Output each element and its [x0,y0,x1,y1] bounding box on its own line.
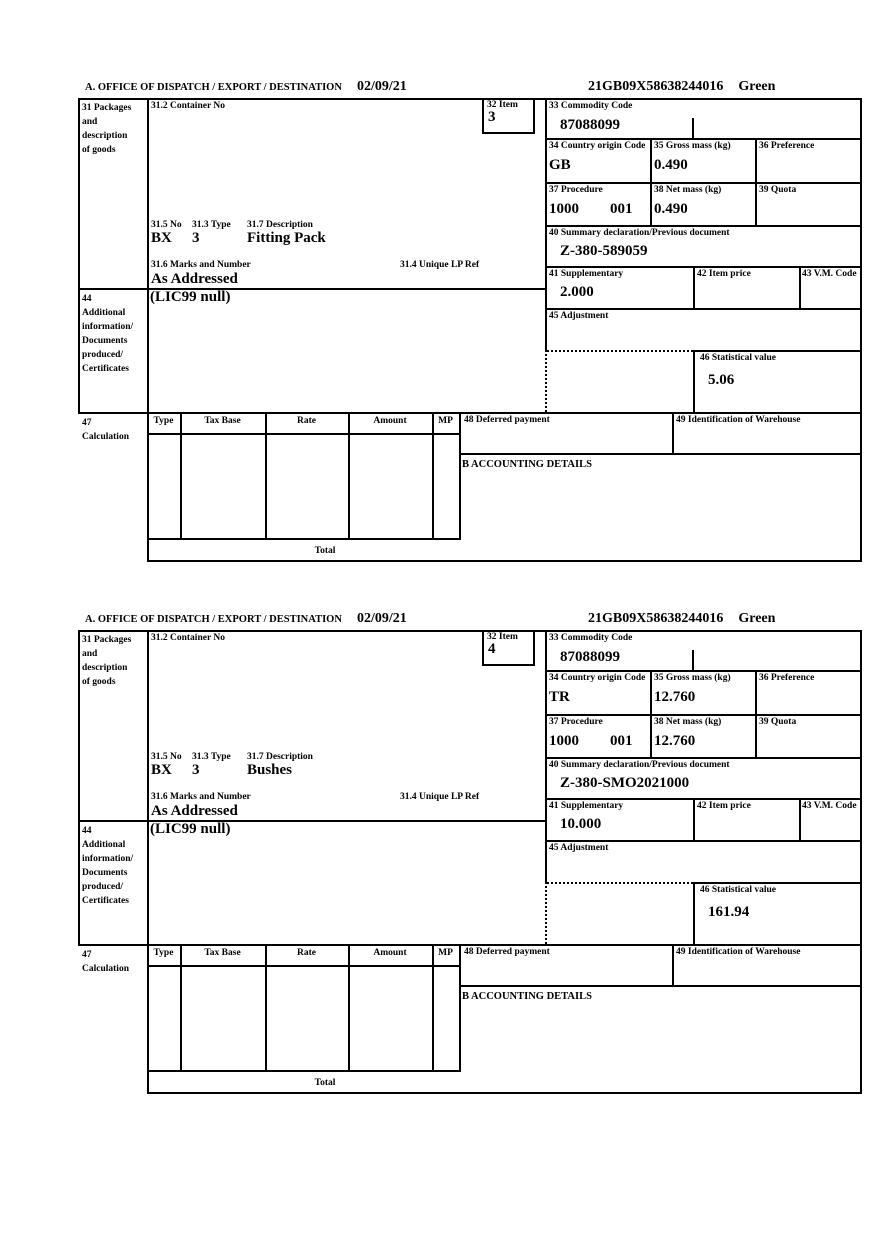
commodity-code-value: 87088099 [560,649,620,665]
routing-indicator: Green [738,79,776,94]
summary-declaration-label: 40 Summary declaration/Previous document [549,228,730,238]
statistical-value-label: 46 Statistical value [700,885,776,895]
country-origin-value: TR [549,689,570,705]
table-column-line [432,944,434,1070]
declaration-date: 02/09/21 [357,611,407,626]
divider-line [545,630,547,882]
divider-line [545,757,860,759]
divider-line [545,798,860,800]
vm-code-label: 43 V.M. Code [802,269,857,279]
form-left-border [78,630,80,944]
divider-line [147,98,149,560]
divider-line [693,882,860,884]
divider-line [545,670,860,672]
marks-numbers-label: 31.6 Marks and Number [151,260,251,270]
package-type-label: 31.3 Type [192,220,231,230]
table-column-line [459,412,461,538]
package-type-value: 3 [192,230,200,246]
item-box-left [482,98,484,132]
dotted-divider [547,350,693,352]
calc-col-type: Type [153,948,174,958]
supplementary-value: 10.000 [560,816,602,832]
item-number-label: 32 Item [487,100,518,110]
item-box-right [533,630,535,664]
form-top-border [78,630,860,632]
divider-line [545,840,860,842]
dotted-divider [547,882,693,884]
unique-lp-ref-label: 31.4 Unique LP Ref [400,792,480,802]
goods-description-value: Fitting Pack [247,230,326,246]
item-box-bottom [482,132,535,134]
divider-line [799,266,801,308]
procedure-value-2: 001 [610,733,633,749]
marks-numbers-value: As Addressed [151,271,238,287]
statistical-value-label: 46 Statistical value [700,353,776,363]
mrn-number: 21GB09X58638244016 [588,79,724,94]
divider-line [78,944,860,946]
item-number-value: 4 [488,641,496,657]
container-no-label: 31.2 Container No [151,633,225,643]
supplementary-label: 41 Supplementary [549,801,624,811]
divider-line [672,944,674,985]
package-type-value: 3 [192,762,200,778]
commodity-code-value: 87088099 [560,117,620,133]
calc-col-amount: Amount [373,416,407,426]
calc-total-label: Total [314,546,336,556]
additional-information-label: 44 Additional information/ Documents produced/ Certificates [82,294,134,374]
unique-lp-ref-label: 31.4 Unique LP Ref [400,260,480,270]
divider-line [693,798,695,840]
divider-line [693,266,695,308]
warehouse-id-label: 49 Identification of Warehouse [676,415,801,425]
accounting-details-label: B ACCOUNTING DETAILS [462,459,592,470]
office-of-dispatch-header: A. OFFICE OF DISPATCH / EXPORT / DESTINATION [85,614,342,625]
table-column-line [180,412,182,538]
packages-description-label: 31 Packages and description of goods [82,635,132,687]
table-column-line [348,944,350,1070]
marks-numbers-label: 31.6 Marks and Number [151,792,251,802]
procedure-value-2: 001 [610,201,633,217]
additional-information-label: 44 Additional information/ Documents produced/ Certificates [82,826,134,906]
form-right-border [860,98,862,562]
item-box-right [533,98,535,132]
divider-line [545,98,547,350]
gross-mass-label: 35 Gross mass (kg) [654,141,731,151]
calc-col-rate: Rate [297,416,316,426]
additional-information-value: (LIC99 null) [150,289,231,305]
dotted-divider [545,350,547,412]
adjustment-label: 45 Adjustment [549,843,609,853]
divider-line [693,350,860,352]
form-bottom-border [147,560,860,562]
container-no-label: 31.2 Container No [151,101,225,111]
table-column-line [459,944,461,1070]
net-mass-value: 12.760 [654,733,696,749]
table-column-line [180,944,182,1070]
mrn-number: 21GB09X58638244016 [588,611,724,626]
divider-line [693,882,695,944]
item-number-label: 32 Item [487,632,518,642]
quota-label: 39 Quota [759,717,797,727]
declaration-item-form-1 [0,80,882,612]
calc-col-mp: MP [438,948,453,958]
preference-label: 36 Preference [759,673,815,683]
quota-label: 39 Quota [759,185,797,195]
divider-line [545,182,860,184]
gross-mass-value: 12.760 [654,689,696,705]
table-column-line [265,412,267,538]
calculation-label: 47 Calculation [82,418,129,442]
table-column-line [265,944,267,1070]
procedure-value-1: 1000 [549,201,579,217]
divider-line [460,985,860,987]
table-bottom-line [147,1070,461,1072]
summary-declaration-label: 40 Summary declaration/Previous document [549,760,730,770]
item-box-bottom [482,664,535,666]
divider-line [147,630,149,1092]
package-type-label: 31.3 Type [192,752,231,762]
country-origin-label: 34 Country origin Code [549,673,646,683]
supplementary-value: 2.000 [560,284,594,300]
summary-declaration-value: Z-380-589059 [560,243,648,259]
commodity-subfield-tick [692,650,694,670]
divider-line [799,798,801,840]
divider-line [545,138,860,140]
country-origin-label: 34 Country origin Code [549,141,646,151]
calc-col-amount: Amount [373,948,407,958]
net-mass-label: 38 Net mass (kg) [654,717,722,727]
declaration-item-form-2 [0,612,882,1144]
net-mass-label: 38 Net mass (kg) [654,185,722,195]
warehouse-id-label: 49 Identification of Warehouse [676,947,801,957]
gross-mass-value: 0.490 [654,157,688,173]
mrn-line [588,611,775,627]
divider-line [545,308,860,310]
table-bottom-line [147,538,461,540]
divider-line [78,412,860,414]
form-bottom-border [147,1092,860,1094]
package-no-label: 31.5 No [151,752,182,762]
table-header-line [147,965,461,967]
divider-line [545,266,860,268]
vm-code-label: 43 V.M. Code [802,801,857,811]
calc-col-type: Type [153,416,174,426]
country-origin-value: GB [549,157,571,173]
package-no-value: BX [151,230,172,246]
procedure-label: 37 Procedure [549,185,603,195]
commodity-subfield-tick [692,118,694,138]
calc-col-mp: MP [438,416,453,426]
calc-total-label: Total [314,1078,336,1088]
procedure-label: 37 Procedure [549,717,603,727]
item-box-left [482,630,484,664]
goods-description-value: Bushes [247,762,293,778]
adjustment-label: 45 Adjustment [549,311,609,321]
deferred-payment-label: 48 Deferred payment [464,415,550,425]
divider-line [78,288,545,290]
form-right-border [860,630,862,1094]
form-top-border [78,98,860,100]
calc-col-tax-base: Tax Base [204,416,241,426]
goods-description-label: 31.7 Description [247,752,313,762]
procedure-value-1: 1000 [549,733,579,749]
divider-line [545,714,860,716]
divider-line [693,350,695,412]
table-header-line [147,433,461,435]
divider-line [78,820,545,822]
statistical-value: 5.06 [708,372,735,388]
package-no-label: 31.5 No [151,220,182,230]
marks-numbers-value: As Addressed [151,803,238,819]
divider-line [545,225,860,227]
additional-information-value: (LIC99 null) [150,821,231,837]
package-no-value: BX [151,762,172,778]
deferred-payment-label: 48 Deferred payment [464,947,550,957]
item-price-label: 42 Item price [697,269,751,279]
commodity-code-label: 33 Commodity Code [549,633,633,643]
packages-description-label: 31 Packages and description of goods [82,103,132,155]
divider-line [460,453,860,455]
routing-indicator: Green [738,611,776,626]
gross-mass-label: 35 Gross mass (kg) [654,673,731,683]
commodity-code-label: 33 Commodity Code [549,101,633,111]
declaration-date: 02/09/21 [357,79,407,94]
calculation-label: 47 Calculation [82,950,129,974]
calc-col-tax-base: Tax Base [204,948,241,958]
preference-label: 36 Preference [759,141,815,151]
summary-declaration-value: Z-380-SMO2021000 [560,775,690,791]
mrn-line [588,79,775,95]
accounting-details-label: B ACCOUNTING DETAILS [462,991,592,1002]
dotted-divider [545,882,547,944]
statistical-value: 161.94 [708,904,750,920]
net-mass-value: 0.490 [654,201,688,217]
item-number-value: 3 [488,109,496,125]
divider-line [672,412,674,453]
table-column-line [348,412,350,538]
item-price-label: 42 Item price [697,801,751,811]
form-left-border [78,98,80,412]
calc-col-rate: Rate [297,948,316,958]
goods-description-label: 31.7 Description [247,220,313,230]
supplementary-label: 41 Supplementary [549,269,624,279]
office-of-dispatch-header: A. OFFICE OF DISPATCH / EXPORT / DESTINATION [85,82,342,93]
table-column-line [432,412,434,538]
